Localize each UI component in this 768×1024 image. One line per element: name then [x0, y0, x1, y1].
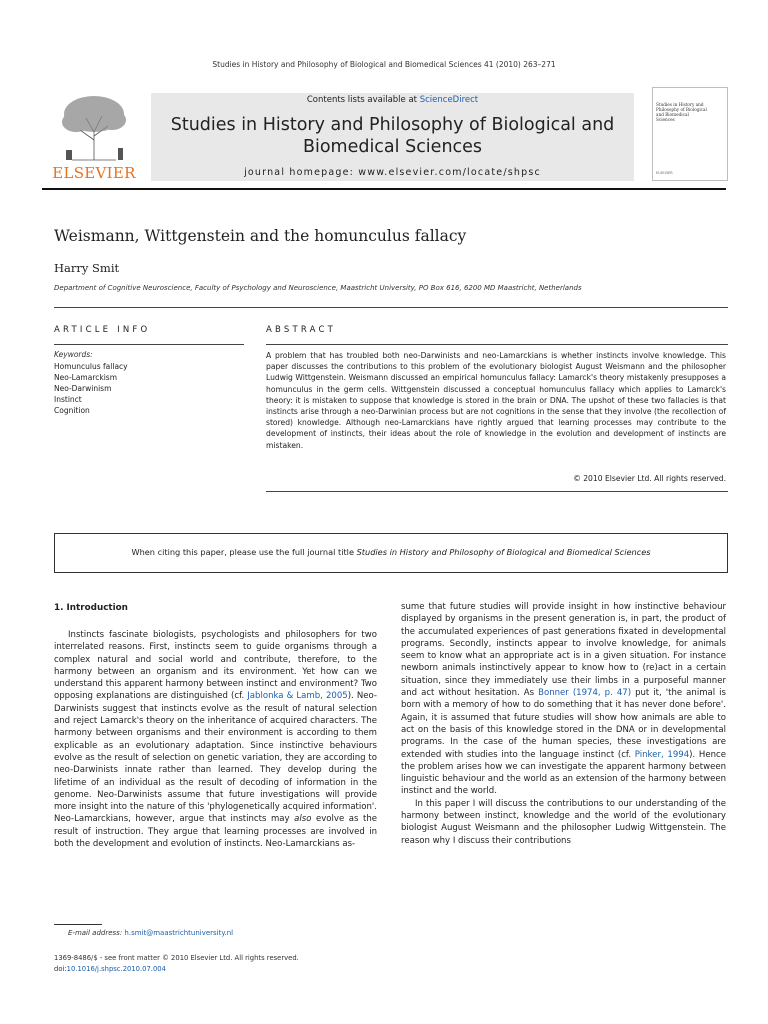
abstract-copyright: © 2010 Elsevier Ltd. All rights reserved. — [573, 474, 726, 483]
sciencedirect-link[interactable]: ScienceDirect — [419, 95, 479, 105]
running-head: Studies in History and Philosophy of Biological and Biomedical Sciences 41 (2010) 263–271 — [212, 60, 556, 69]
section-heading-introduction: 1. Introduction — [54, 603, 128, 613]
article-title: Weismann, Wittgenstein and the homunculus fallacy — [54, 227, 467, 245]
doi-link[interactable]: 10.1016/j.shpsc.2010.07.004 — [66, 965, 166, 973]
article-info-heading: ARTICLE INFO — [54, 325, 151, 335]
citing-notice-journal: Studies in History and Philosophy of Biological and Biomedical Sciences — [356, 547, 651, 557]
keywords-label: Keywords: — [54, 350, 93, 359]
author-name: Harry Smit — [54, 261, 120, 275]
issn-line: 1369-8486/$ - see front matter © 2010 Elsevier Ltd. All rights reserved. — [54, 954, 299, 962]
footnote-rule — [54, 924, 102, 925]
journal-homepage[interactable]: journal homepage: www.elsevier.com/locate/shpsc — [244, 167, 541, 178]
keyword: Cognition — [54, 406, 90, 415]
citation-link[interactable]: Pinker, 1994 — [634, 749, 690, 760]
abstract-bottom-rule — [266, 491, 728, 492]
paragraph: In this paper I will discuss the contributions to our understanding of the harmony between instinct, knowledge and the world of the evolutionary biologist August Weismann and the philosopher Ludwig Wittgenstein. The reason why I discuss their contributions — [401, 798, 726, 846]
title-divider — [54, 307, 728, 308]
keyword: Neo-Lamarckism — [54, 373, 118, 382]
keyword: Neo-Darwinism — [54, 384, 112, 393]
doi-line: doi:10.1016/j.shpsc.2010.07.004 — [54, 965, 166, 973]
citation-link[interactable]: Jablonka & Lamb, 2005 — [247, 691, 348, 702]
author-affiliation: Department of Cognitive Neuroscience, Faculty of Psychology and Neuroscience, Maastricht University, PO Box 616, 6200 MD Maastricht, Netherlands — [54, 284, 582, 292]
abstract-rule — [266, 344, 728, 345]
paragraph: sume that future studies will provide insight in how instinctive behaviour displayed by organisms in the present generation is, in part, the product of the accumulated experiences of past generations fixated in developmental programs. Secondly, instincts appear to involve knowledge, for animals seem to know what an appropriate act is in a given situation. For instance newborn animals instinctively appear to know how to (re)act in a certain situation, since they immediately use their limbs in a purposeful manner and act without hesitation. As Bonner (1974, p. 47) put it, 'the animal is born with a memory of how to do something that it has never done before'. Again, it is assumed that future studies will show how animals are able to act on the basis of this knowledge stored in the DNA or in developmental programs. In the case of the human species, these investigations are extended with studies into the language instinct (cf. Pinker, 1994). Hence the problem arises how we can investigate the apparent harmony between linguistic behaviour and the world as an extension of the harmony between instinct and the world. — [401, 602, 727, 797]
author-email-footnote — [68, 929, 233, 937]
journal-title: Studies in History and Philosophy of Biological and Biomedical Sciences — [170, 115, 615, 157]
email-label: E-mail address: — [68, 929, 123, 937]
article-info-rule — [54, 344, 244, 345]
paragraph: Instincts fascinate biologists, psychologists and philosophers for two interrelated reasons. First, instincts seem to guide organisms through a complex natural and social world and contribute, therefore, to the harmony between an organism and its environment. Yet how can we understand this apparent harmony between instinct and environment? Two opposing explanations are distinguished (cf. Jablonka & Lamb, 2005). Neo-Darwinists suggest that instincts evolve as the result of natural selection and reject Lamarck's theory on the inheritance of acquired characters. The harmony between organisms and their environment is according to them explicable as an evolutionary adaptation. Since instinctive behaviours evolve as the result of selection on genetic variation, they are according to neo-Darwinists innate rather than learned. They develop during the lifetime of an individual as the result of decoding of information in the genome. Neo-Darwinists assume that future investigations will provide more insight into the nature of this 'phylogenetically acquired information'. Neo-Lamarckians, however, argue that instincts may also evolve as the result of instruction. They argue that learning processes are involved in both the development and evolution of instincts. Neo-Lamarckians as- — [54, 630, 377, 850]
body-column-right — [401, 601, 726, 847]
abstract-text: A problem that has troubled both neo-Darwinists and neo-Lamarckians is whether instincts involve knowledge. This paper discusses the contributions to this problem of the evolutionary biologist August Weismann and the philosopher Ludwig Wittgenstein. Weismann discussed an empirical homunculus fallacy: Lamarck's theory mistakenly presupposes a homunculus in the germ cells. Wittgenstein discussed a conceptual homunculus fallacy which applies to Lamarck's theory: it is mistaken to suppose that knowledge is stored in the brain or DNA. The upshot of these two fallacies is that instincts arise through a neo-Darwinian process but are not cognitions in the sense that they involve (the recollection of stored) knowledge. Although neo-Lamarckians have rightly argued that learning processes may contribute to the development of instincts, their ideas about the role of knowledge in the evolution and development of instincts are mistaken. — [266, 351, 726, 450]
banner-divider — [42, 188, 726, 190]
body-column-left — [54, 629, 377, 850]
email-link[interactable]: h.smit@maastrichtuniversity.nl — [124, 929, 234, 937]
citing-notice-prefix: When citing this paper, please use the full journal title — [131, 547, 357, 557]
citing-notice — [54, 547, 728, 557]
contents-line — [151, 95, 634, 105]
citation-link[interactable]: Bonner (1974, p. 47) — [538, 688, 632, 699]
publisher-wordmark: ELSEVIER — [52, 164, 136, 182]
abstract-heading: ABSTRACT — [266, 325, 337, 335]
keywords-list — [54, 361, 128, 416]
cover-title: Studies in History and Philosophy of Biological and Biomedical Sciences — [656, 102, 707, 122]
issn-doi-block — [54, 953, 299, 975]
keyword: Instinct — [54, 395, 82, 404]
cover-publisher: ELSEVIER — [656, 171, 673, 175]
contents-prefix: Contents lists available at — [306, 95, 420, 105]
keyword: Homunculus fallacy — [54, 362, 128, 371]
